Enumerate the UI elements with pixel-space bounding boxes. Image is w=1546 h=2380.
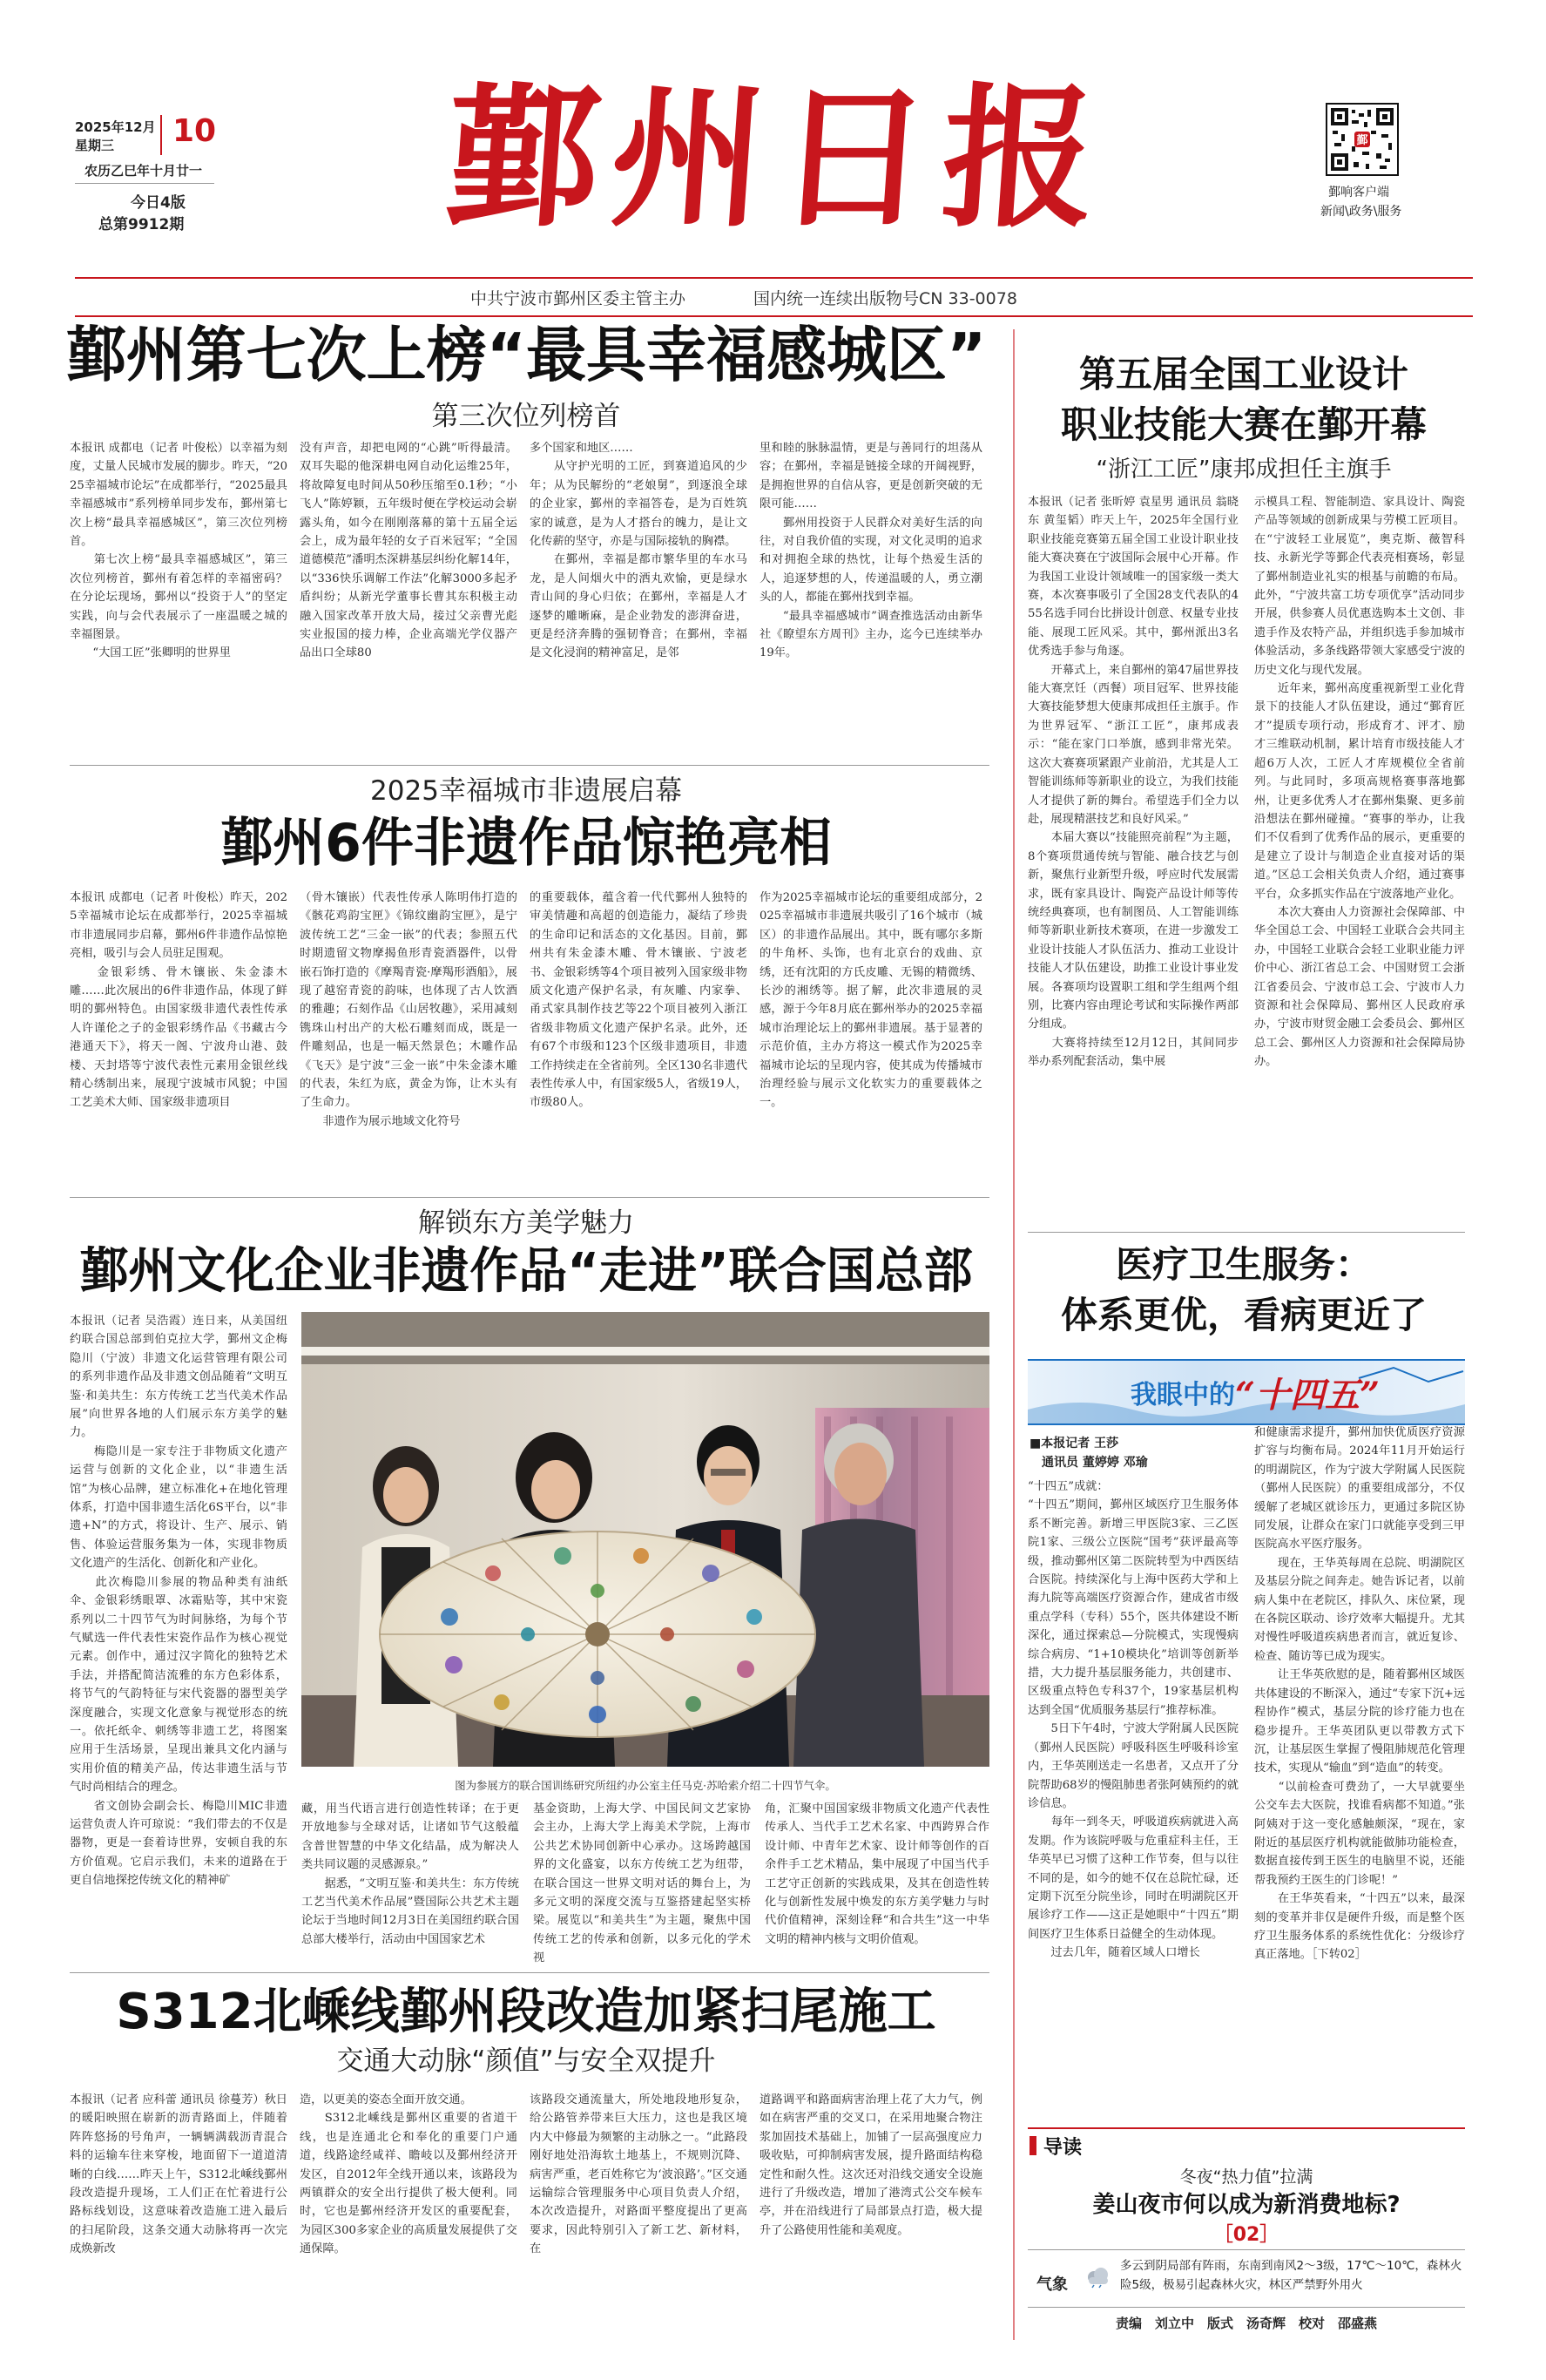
page-number: 10	[172, 113, 217, 149]
article5-subhead: “浙江工匠”康邦成担任主旗手	[1096, 456, 1392, 483]
section-divider-2	[70, 1197, 989, 1198]
photo-caption: 图为参展方的联合国训练研究所纽约办公室主任马克·苏哈索介绍二十四节气伞。	[455, 1779, 836, 1792]
section-divider-1	[70, 765, 989, 766]
article5-headline-line2: 职业技能大赛在鄞开幕	[1060, 403, 1427, 446]
article2-kicker: 2025幸福城市非遗展启幕	[370, 775, 682, 807]
article3-column-2: 藏，用当代语言进行创造性转译；在于更开放地参与全球对话，让诸如节气这般蕴含普世智慧的中华文化结晶，成为解决人类共同议题的灵感源泉。” 据悉，“文明互鉴·和美共生：东方传统工艺当代美术作品展”暨国际公共艺术主题论坛于当地时间12月3日在美国纽约联合国总部大楼举行，活动由中国国家艺术	[301, 1802, 519, 1946]
guide-page-ref[interactable]: ［02］	[1213, 2224, 1279, 2246]
article2-column-2: （骨木镶嵌）代表性传承人陈明伟打造的《骸花鸡韵宝匣》《锦纹幽韵宝匣》，是宁波传统工艺“三金一嵌”的代表；参照五代时期遗留文物摩揭鱼形青瓷酒器件，以骨嵌石饰打造的《摩羯青瓷·摩羯形酒船》，展现了越窑青瓷的韵味，也体现了古人饮酒的雅趣；石刻作品《山居牧趣》，采用减刻镌珠山村出产的大松石雕刻而成，既是一件雕刻品，也是一幅天然景色；木雕作品《飞天》是宁波“三金一嵌”中朱金漆木雕的代表，朱红为底，黄金为饰，让木头有了生命力。 非遗作为展示地域文化符号	[300, 891, 517, 1128]
credits-line: 责编 刘立中 版式 汤奇辉 校对 邵盛燕	[1115, 2316, 1377, 2331]
guide-top-rule	[1028, 2127, 1465, 2129]
guide-headline[interactable]: 姜山夜市何以成为新消费地标?	[1092, 2192, 1401, 2218]
article2-column-1: 本报讯 成都电（记者 叶俊松）昨天，2025幸福城市论坛在成都举行，2025幸福城市非遗展同步启幕，鄞州6件非遗作品惊艳亮相，吸引与会人员驻足围观。 金银彩绣、骨木镶嵌、朱金漆木雕……此次展出的6件非遗作品，体现了鲜明的鄞州特色。由国家级非遗代表性传承人许谨伦之子的金银彩绣作品《书藏古今 港通天下》，将天一阁、宁波舟山港、鼓楼、天封塔等宁波代表性元素用金银丝线精心绣制出来，展现宁波城市风貌；中国工艺美术大师、国家级非遗项目	[70, 891, 287, 1110]
guide-kicker: 冬夜“热力值”拉满	[1179, 2167, 1313, 2187]
section-divider-right	[1028, 1232, 1465, 1233]
article2-column-3: 的重要载体，蕴含着一代代鄞州人独特的审美情趣和高超的创造能力，凝结了珍贵的生命印记和活态的文化基因。目前，鄞州共有朱金漆木雕、骨木镶嵌、宁波老书、金银彩绣等4个项目被列入国家级非物质文化遗产保护名录，有灰雕、内家拳、甬式家具制作技艺等22个项目被列入浙江省级非物质文化遗产保护名录。此外，还有67个市级和123个区级非遗项目，非遗工作持续走在全省前列。全区130名非遗代表性传承人中，有国家级5人，省级19人，市级80人。	[530, 891, 747, 1110]
umbrella-photo	[301, 1312, 989, 1767]
serial-number: 国内统一连续出版物号CN 33-0078	[753, 289, 1017, 308]
banner-highlight: “十四五”	[1235, 1375, 1381, 1416]
article4-column-2: 造，以更美的姿态全面开放交通。 S312北嵊线是鄞州区重要的省道干线，也是连通北仑和奉化的重要门户通道，线路途经咸祥、瞻岐以及鄞州经济开发区，自2012年全线开通以来，该路段为两镇群众的安全出行提供了极大便利。同时，它也是鄞州经济开发区的重要配套，为园区300多家企业的高质量发展提供了交通保障。	[300, 2093, 517, 2256]
article6-headline-line1: 医疗卫生服务：	[1115, 1243, 1372, 1286]
weather-cloud-icon	[1084, 2265, 1113, 2291]
weekday-label: 星期三	[75, 138, 115, 153]
sponsor-line: 中共宁波市鄞州区委主管主办	[470, 289, 686, 308]
weather-text: 多云到阴局部有阵雨，东南到南风2～3级，17℃～10℃，森林火险5级，极易引起森林火灾，林区严禁野外用火	[1120, 2259, 1462, 2292]
column-divider	[1013, 329, 1015, 2340]
article4-column-1: 本报讯（记者 应科蕾 通讯员 徐蔓芳）秋日的暖阳映照在崭新的沥青路面上，伴随着阵阵悠扬的号角声，一辆辆满载沥青混合料的运输车往来穿梭，地面留下一道道清晰的白线……昨天上午，S312北嵊线鄞州段改造提升现场，工人们正在忙着进行公路标线划设，这意味着改造施工进入最后的扫尾阶段，这条交通大动脉将再一次完成焕新改	[70, 2093, 287, 2256]
article6-byline-1: ■本报记者 王莎	[1030, 1437, 1119, 1450]
weather-label: 气象	[1036, 2275, 1068, 2294]
article2-headline: 鄞州6件非遗作品惊艳亮相	[220, 813, 832, 874]
article6-column-1: “十四五”成就： “十四五”期间，鄞州区域医疗卫生服务体系不断完善。新增三甲医院3家、三乙医院1家、三级公立医院“国考”获评最高等级，推动鄞州区第二医院转型为中西医结合医院。持续深化与上海中医药大学和上海九院等高端医疗资源合作，建成省市级重点学科（专科）55个，医共体建设不断深化，通过探索总—分院模式，实现慢病综合病房、“1+10模块化”培训等创新举措，大力提升基层服务能力，共创建市、区级重点特色专科37个，19家基层机构达到全国“优质服务基层行”推荐标准。 5日下午4时，宁波大学附属人民医院（鄞州人民医院）呼吸科医生呼吸科诊室内，王华英刚送走一名患者，又点开了分院帮助68岁的慢阻肺患者张阿姨预约的就诊信息。 每年一到冬天，呼吸道疾病就进入高发期。作为该院呼吸与危重症科主任，王华英早已习惯了这种工作节奏，但与以往不同的是，如今的她不仅在总院忙碌，还定期下沉至分院坐诊，同时在明湖院区开展诊疗工作——这正是她眼中“十四五”期间医疗卫生体系日益健全的生动体现。 过去几年，随着区域人口增长	[1028, 1480, 1239, 1960]
issue-number: 总第9912期	[98, 216, 185, 233]
masthead-left-divider	[75, 183, 214, 184]
guide-marker-icon	[1030, 2136, 1036, 2155]
edition-pages: 今日4版	[131, 194, 186, 212]
column-banner	[1028, 1359, 1465, 1425]
page-number-divider	[160, 115, 162, 155]
article2-column-4: 作为2025幸福城市论坛的重要组成部分，2025幸福城市非遗展共吸引了16个城市（城区）的非遗作品展出。其中，既有哪尔多斯的牛角杯、头饰，也有北京台的戏曲、京绣，还有沈阳的方氏皮雕、无锡的精微绣、长沙的湘绣等。据了解，此次非遗展的灵感，源于今年8月底在鄞州举办的2025幸福城市治理论坛上的鄞州非遗展。基于显著的示范价值，主办方将这一模式作为2025幸福城市论坛的呈现内容，使其成为传播城市治理经验与展示文化软实力的重要载体之一。	[759, 891, 982, 1110]
article5-column-1: 本报讯（记者 张昕婷 袁星男 通讯员 翁晓东 黄玺韬）昨天上午，2025年全国行业职业技能竞赛第五届全国工业设计职业技能大赛决赛在宁波国际会展中心开幕。作为我国工业设计领域唯一的国家级一类大赛，本次赛事吸引了全国28支代表队的455名选手同台比拼设计创意、权量专业技能、展现工匠风采。其中，鄞州派出3名优秀选手参与角逐。 开幕式上，来自鄞州的第47届世界技能大赛烹饪（西餐）项目冠军、世界技能大赛技能梦想大使康邦成担任主旗手。作为世界冠军、“浙江工匠”，康邦成表示：“能在家门口举旗，感到非常光荣。这次大赛赛项紧跟产业前沿，尤其是人工智能训练师等新职业的设立，为我们技能人才提供了新的舞台。希望选手们全力以赴，展现精湛技艺和良好风采。” 本届大赛以“技能照亮前程”为主题，8个赛项贯通传统与智能、融合技艺与创新，聚焦行业新型升级，呼应时代发展需求，既有家具设计、陶瓷产品设计师等传统经典赛项，也有制图员、人工智能训练师等新职业新技术赛项，在进一步激发工业设计技能人才队伍活力、推动工业设计技能人才队伍建设，助推工业设计事业发展。各赛项均设置职工组和学生组两个组别，比赛内容由理论考试和实际操作两部分组成。 大赛将持续至12月12日，其间同步举办系列配套活动，集中展	[1028, 496, 1239, 1069]
guide-label: 导读	[1043, 2137, 1083, 2159]
date-label: 2025年12月	[75, 119, 156, 135]
article1-subhead: 第三次位列榜首	[431, 401, 621, 432]
article1-column-1: 本报讯 成都电（记者 叶俊松）以幸福为刻度，丈量人民城市发展的脚步。昨天，“2025幸福城市论坛”在成都举行，“2025最具幸福感城市”系列榜单同步发布，鄞州第七次上榜“最具幸福感城区”，第三次位列榜首。 第七次上榜“最具幸福感城区”，第三次位列榜首，鄞州有着怎样的幸福密码？在分论坛现场，鄞州以“投资于人”的坚定实践，向与会代表展示了一座温暖之城的幸福图景。 “大国工匠”张卿明的世界里	[70, 442, 287, 660]
article1-column-4: 里和睦的脉脉温情，更是与善同行的坦荡从容；在鄞州，幸福是链接全球的开阔视野，是拥抱世界的自信从容，更是创新突破的无限可能…… 鄞州用投资于人民群众对美好生活的向往，对自我价值的实现，对文化灵明的追求和对拥抱全球的热忱，让每个热爱生活的人，追逐梦想的人，传递温暖的人，勇立潮头的人，都能在鄞州找到幸福。 “最具幸福感城市”调查推选活动由新华社《瞭望东方周刊》主办，迄今已连续举办19年。	[759, 442, 982, 660]
banner-prefix: 我眼中的	[1131, 1380, 1235, 1410]
article4-subhead: 交通大动脉“颜值”与安全双提升	[336, 2045, 716, 2077]
qr-caption-services: 新闻\政务\服务	[1320, 205, 1402, 219]
lunar-date: 农历乙巳年十月廿一	[84, 163, 203, 179]
svg-text:鄞: 鄞	[1356, 134, 1368, 147]
qr-caption-app: 鄞响客户端	[1328, 186, 1389, 199]
qr-code-icon[interactable]	[1326, 103, 1399, 176]
weather-top-rule	[1028, 2249, 1465, 2250]
section-divider-3	[70, 1972, 989, 1973]
article4-headline: S312北嵊线鄞州段改造加紧扫尾施工	[116, 1984, 936, 2040]
article1-column-2: 没有声音，却把电网的“心跳”听得最清。双耳失聪的他深耕电网自动化运维25年，将故障复电时间从50秒压缩至0.1秒；“小飞人”陈婷颖，五年级时便在学校运动会崭露头角，如今在刚刚落幕的第十五届全运会上，成为最年轻的女子百米冠军；“全国道德模范”潘明杰深耕基层纠纷化解14年，以“336快乐调解工作法”化解3000多起矛盾纠纷；从新光学董事长曹其东积极主动融入国家改革开放大局，接过父亲曹光彪实业报国的接力棒，企业高端光学仪器产品出口全球80	[300, 442, 517, 660]
article3-column-4: 角，汇聚中国国家级非物质文化遗产代表性传承人、当代手工艺术名家、中西跨界合作设计师、中青年艺术家、设计师等创作的百余件手工艺术精品，集中展现了中国当代手工艺守正创新的实践成果，及其在创造性转化与创新性发展中焕发的东方美学魅力与时代价值精神，深刻诠释“和合共生”这一中华文明的精神内核与文明价值观。	[765, 1802, 989, 1946]
article5-column-2: 示模具工程、智能制造、家具设计、陶瓷产品等领域的创新成果与劳模工匠项目。在“宁波轻工业展览”，奥克斯、薇智科技、永新光学等鄞企代表亮相赛场，彰显了鄞州制造业礼实的根基与前瞻的布局。此外，“宁波共富工坊专项优享”活动同步开展，供参赛人员优惠选购本土文创、非遗手作及农特产品，并组织选手参加城市体验活动，多条线路带领大家感受宁波的历史文化与现代发展。 近年来，鄞州高度重视新型工业化背景下的技能人才队伍建设，通过“鄞育匠才”提质专项行动，形成育才、评才、励才三维联动机制，累计培育市级技能人才超6万人次，工匠人才库规模位全省前列。与此同时，多项高规格赛事落地鄞州，让更多优秀人才在鄞州集聚、更多前沿想法在鄞州碰撞。“赛事的举办，让我们不仅看到了优秀作品的展示，更重要的是建立了设计与制造企业直接对话的渠道。”区总工会相关负责人介绍，通过赛事平台，众多抓实作品在宁波落地产业化。 本次大赛由人力资源社会保障部、中华全国总工会、中国轻工业联合会共同主办，中国轻工业联合会轻工业职业能力评价中心、浙江省总工会、中国财贸工会浙江省委员会、宁波市总工会、宁波市人力资源和社会保障局、鄞州区人民政府承办，宁波市财贸金融工会委员会、鄞州区总工会、鄞州区人力资源和社会保障局协办。	[1254, 496, 1465, 1069]
article3-kicker: 解锁东方美学魅力	[418, 1207, 634, 1239]
article5-headline-line1: 第五届全国工业设计	[1078, 353, 1408, 396]
article4-column-3: 该路段交通流量大，所处地段地形复杂，给公路管养带来巨大压力，这也是我区境内大中修最为频繁的主动脉之一。“此路段刚好地处沿海软土地基上，不规则沉降、病害严重，老百姓称它为‘波浪路’。”区交通运输综合管理服务中心项目负责人介绍，本次改造提升，对路面平整度提出了更高要求，因此特别引入了新工艺、新材料，在	[530, 2093, 747, 2256]
article4-column-4: 道路调平和路面病害治理上花了大力气，例如在病害严重的交叉口，在采用地聚合物注浆加固技术基础上，加铺了一层高强度应力吸收贴，可抑制病害发展，提升路面结构稳定性和耐久性。这次还对沿线交通安全设施进行了升级改造，增加了港湾式公交车候车亭，并在沿线进行了局部景点打造，极大提升了公路使用性能和美观度。	[759, 2093, 982, 2237]
masthead-rule-top	[75, 277, 1473, 279]
article3-column-3: 基金资助，上海大学、中国民间文艺家协会主办，上海大学上海美术学院，上海市公共艺术协同创新中心承办。这场跨越国界的文化盛宴，以东方传统工艺为纽带，在联合国这一世界文明对话的舞台上，为多元文明的深度交流与互鉴搭建起坚实桥梁。展览以“和美共生”为主题，聚焦中国传统工艺的传承和创新，以多元化的学术视	[533, 1802, 751, 1965]
article3-left-column: 本报讯（记者 吴浩霞）连日来，从美国纽约联合国总部到伯克拉大学，鄞州文企梅隐川（宁波）非遗文化运营管理有限公司的系列非遗作品及非遗文创品随着“文明互鉴·和美共生：东方传统工艺当代美术作品展”向世界各地的人们展示东方美学的魅力。 梅隐川是一家专注于非物质文化遗产运营与创新的文化企业，以“非遗生活馆”为核心品牌，建立标准化+在地化管理体系，打造中国非遗生活化6S平台，以“非遗+N”的方式，将设计、生产、展示、销售、体验运营服务集为一体，实现非物质文化遗产的生活化、创新化和产业化。 此次梅隐川参展的物品种类有油纸伞、金银彩绣眼罩、冰霜贴等，其中宋瓷系列以二十四节气为时间脉络，为每个节气赋选一件代表性宋瓷作品作为核心视觉元素。创作中，通过汉字简化的独特艺术手法，并搭配简洁流雅的东方色彩体系，将节气的气韵特征与宋代瓷器的器型美学深度融合，实现文化意象与视觉形态的统一。依托纸伞、刺绣等非遗工艺，将图案应用于生活场景，呈现出兼具文化内涵与实用价值的精美产品，传达非遗生活与节气时尚相结合的理念。 省文创协会副会长、梅隐川MIC非遗运营负责人许可琼说：“我们带去的不仅是器物，更是一套着诗世界，安顿自我的东方价值观。它启示我们，未来的道路在于更自信地探挖传统文化的精神矿	[70, 1315, 287, 1888]
article3-headline: 鄞州文化企业非遗作品“走进”联合国总部	[79, 1243, 973, 1300]
article6-byline-2: 通讯员 董婷婷 邓瑜	[1042, 1456, 1148, 1470]
article6-headline-line2: 体系更优，看病更近了	[1060, 1294, 1427, 1336]
article1-column-3: 多个国家和地区…… 从守护光明的工匠，到赛道追风的少年；从为民解纷的“老娘舅”，到逐浪全球的企业家，鄞州的幸福答卷，是为百姓筑家的诚意，是为人才搭台的魄力，是让文化传薪的坚守，亦是与国际接轨的胸襟。 在鄞州，幸福是都市繁华里的车水马龙，是人间烟火中的洒丸欢愉，更是绿水青山间的身心归依；在鄞州，幸福是人才逐梦的雕晰麻，是企业勃发的澎湃奋进，更是经济奔腾的强韧脊音；在鄞州，幸福是文化浸润的精神富足，是邻	[530, 442, 747, 660]
article1-headline: 鄞州第七次上榜“最具幸福感城区”	[65, 321, 987, 390]
article6-column-2: 和健康需求提升，鄞州加快优质医疗资源扩容与均衡布局。2024年11月开始运行的明湖院区，作为宁波大学附属人民医院（鄞州人民医院）的重要组成部分，不仅缓解了老城区就诊压力，更通过多院区协同发展，让群众在家门口就能享受到三甲医院高水平医疗服务。 现在，王华英每周在总院、明湖院区及基层分院之间奔走。她告诉记者，以前病人集中在老院区，排队久、床位紧，现在各院区联动、诊疗效率大幅提升。尤其对慢性呼吸道疾病患者而言，就近复诊、检查、随访等已成为现实。 让王华英欣慰的是，随着鄞州区域医共体建设的不断深入，通过“专家下沉+远程协作”模式，基层分院的诊疗能力也在稳步提升。王华英团队更以带教方式下沉，让基层医生掌握了慢阻肺规范化管理技术，实现从“输血”到“造血”的转变。 “以前检查可费劲了，一大早就要坐公交车去大医院，找谁看病都不知道。”张阿姨对于这一变化感触颇深，“现在，家附近的基层医疗机构就能做肺功能检查，数据直接传到王医生的电脑里不说，还能帮我预约王医生的门诊呢！” 在王华英看来，“十四五”以来，最深刻的变革并非仅是硬件升级，而是整个医疗卫生服务体系的系统性优化：分级诊疗真正落地。［下转02］	[1254, 1426, 1465, 1962]
newspaper-title-logo: 鄞州日报	[439, 68, 1115, 248]
credits-top-rule	[1028, 2307, 1465, 2308]
